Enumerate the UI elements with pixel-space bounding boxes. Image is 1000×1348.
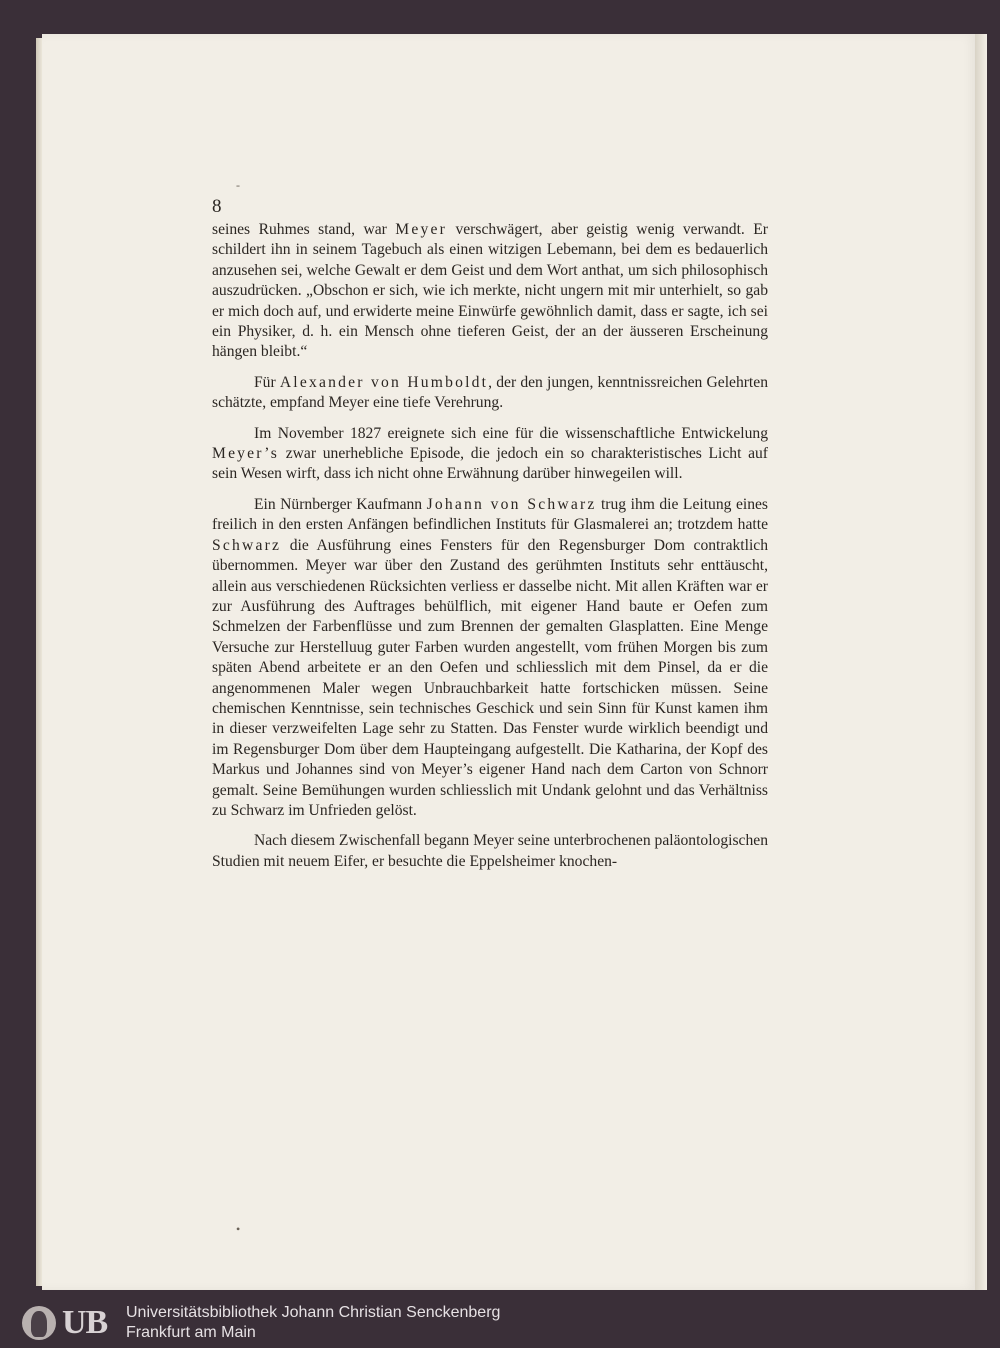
paragraph [212, 424, 768, 485]
scan-speck: • [236, 1222, 241, 1236]
spaced-name: Johann von Schwarz [426, 495, 597, 513]
paragraph-gap [212, 414, 768, 424]
library-name: Universitätsbibliothek Johann Christian Senckenberg [126, 1304, 501, 1321]
portrait-seal-icon [22, 1306, 56, 1340]
text-run: seines Ruhmes stand, war [212, 221, 396, 238]
paragraph [212, 495, 768, 822]
spaced-name: Alexander von Humboldt [279, 373, 489, 391]
text-run: zwar unerhebliche Episode, die jedoch ein so charakteristisches Licht auf sein Wesen wirft, dass ich nicht ohne Erwähnung darüber hinwegeilen will. [212, 445, 768, 483]
paragraph [212, 831, 768, 872]
spaced-name: Meyer [395, 221, 447, 238]
logo-text: UB [62, 1304, 108, 1341]
page-number: 8 [212, 196, 222, 217]
paragraph [212, 220, 768, 363]
text-run: Nach diesem Zwischenfall begann Meyer seine unterbrochenen paläontologischen Studien mit neuem Eifer, er besuchte die Eppelsheimer knochen- [212, 832, 768, 870]
spaced-name: Schwarz [212, 536, 282, 554]
paragraph-gap [212, 821, 768, 831]
body-text [212, 220, 768, 872]
text-run: die Ausführung eines Fensters für den Regensburger Dom contraktlich übernommen. Meyer war über den Zustand des gerühmten Instituts sehr enttäuscht, allein aus verschiedenen Rücksichten verliess er dasselbe nicht. Mit allen Kräften war er zur Ausführung des Auftrages behülflich, mit eigener Hand baute er Oefen zum Schmelzen der Farbenflüsse und zum Brennen der gemalten Glasplatten. Eine Menge Versuche zur Herstelluug guter Farben wurden angestellt, vom frühen Morgen bis zum späten Abend arbeitete er an den Oefen und schliesslich mit dem Pinsel, da er die angenommenen Maler wegen Unbrauchbarkeit hatte fortschicken müssen. Seine chemischen Kenntnisse, sein technisches Geschick und sein Sinn für Kunst kamen ihm in dieser verzweifelten Lage sehr zu Statten. Das Fenster wurde wirklich beendigt und im Regensburger Dom über dem Haupteingang aufgestellt. Die Katharina, der Kopf des Markus und Johannes sind von Meyer’s eigener Hand nach dem Carton von Schnorr gemalt. Seine Bemühungen wurden schliesslich mit Undank gelohnt und das Verhältniss zu Schwarz im Unfrieden gelöst. [212, 536, 768, 819]
spaced-name: Meyer’s [212, 445, 280, 463]
library-logo[interactable] [22, 1304, 120, 1342]
paragraph-gap [212, 485, 768, 495]
paragraph-gap [212, 363, 768, 373]
scan-speck: - [236, 178, 240, 192]
text-run: , der den jungen, kenntnissreichen Gelehrten schätzte, empfand Meyer eine tiefe Verehrung. [212, 373, 768, 412]
text-run: Für [254, 373, 280, 391]
text-run: verschwägert, aber geistig wenig verwandt. Er schildert ihn in seinem Tagebuch als einen witzigen Lebemann, bei dem es bedauerlich anzusehen sei, welche Gewalt er dem Geist und dem Wort anthat, um sich philosophisch auszudrücken. „Obschon er sich, wie ich merkte, nicht ungern mit mir unterhielt, so gab er mich doch auf, und erwiderte meine Einwürfe gewöhnlich damit, dass er sagte, ich sei ein Physiker, d. h. ein Mensch ohne tieferen Geist, der an der äusseren Erscheinung hängen bleibt.“ [212, 221, 768, 361]
text-run: Ein Nürnberger Kaufmann [254, 495, 427, 513]
library-city: Frankfurt am Main [126, 1324, 256, 1341]
page-right-edge [975, 34, 987, 1290]
paragraph [212, 373, 768, 414]
library-footer [0, 1296, 1000, 1348]
text-run: trug ihm die Leitung eines freilich in den ersten Anfängen befindlichen Instituts für Glasmalerei an; trotzdem hatte [212, 495, 768, 534]
text-run: Im November 1827 ereignete sich eine für die wissenschaftliche Entwickelung [254, 424, 768, 442]
